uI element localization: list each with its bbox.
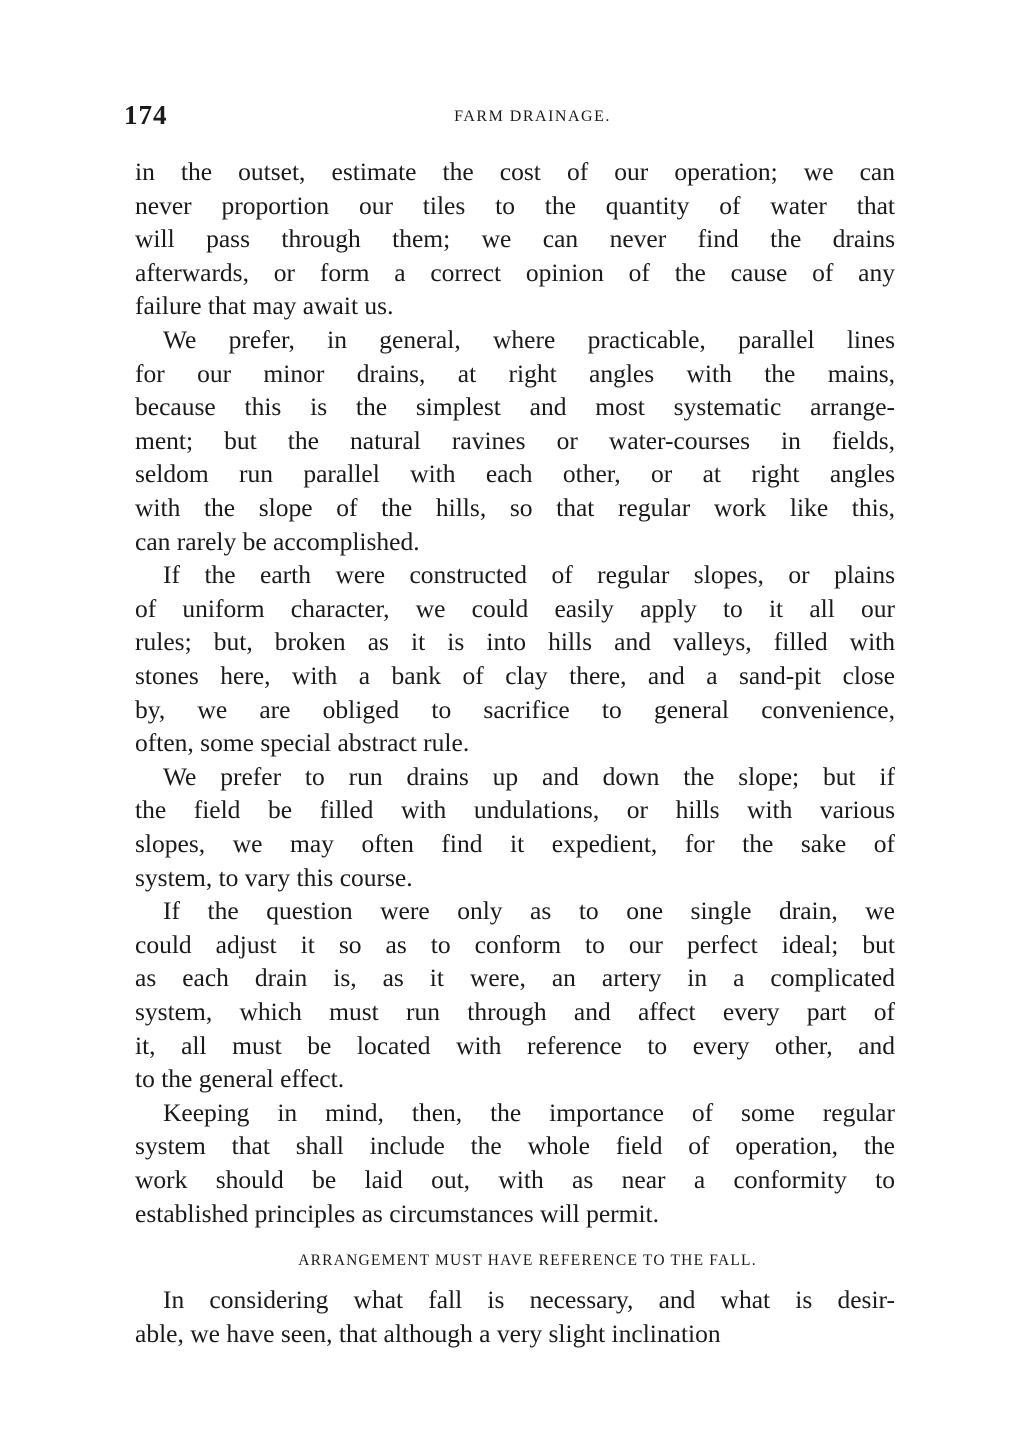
text-line: never proportion our tiles to the quantity of water that	[135, 190, 895, 220]
text-line: seldom run parallel with each other, or at right angles	[135, 459, 895, 489]
text-line: with the slope of the hills, so that regular work like this,	[135, 493, 895, 522]
text-line: can rarely be accomplished.	[135, 526, 420, 556]
text-line: will pass through them; we can never find the drains	[135, 224, 895, 254]
text-line: by, we are obliged to sacrifice to general convenience,	[135, 694, 895, 724]
text-line: We prefer, in general, where practicable, parallel lines	[163, 325, 895, 354]
text-line: established principles as circumstances will permit.	[135, 1198, 660, 1228]
text-line: as each drain is, as it were, an artery in a complicated	[135, 963, 895, 993]
text-line: to the general effect.	[135, 1064, 345, 1094]
text-line: could adjust it so as to conform to our perfect ideal; but	[135, 929, 895, 959]
text-line: In considering what fall is necessary, and what is desir-	[163, 1285, 895, 1314]
text-line: rules; but, broken as it is into hills and valleys, filled with	[135, 627, 895, 657]
text-line: Keeping in mind, then, the importance of some regular	[163, 1097, 895, 1127]
running-title: FARM DRAINAGE.	[454, 108, 611, 125]
text-line: for our minor drains, at right angles with the mains,	[135, 358, 895, 388]
page-number: 174	[124, 100, 168, 130]
text-line: slopes, we may often find it expedient, for the sake of	[135, 829, 895, 858]
text-line: stones here, with a bank of clay there, and a sand-pit close	[135, 661, 895, 690]
text-line: it, all must be located with reference to every other, and	[135, 1030, 895, 1060]
text-line: failure that may await us.	[135, 291, 394, 321]
text-line: If the earth were constructed of regular slopes, or plains	[163, 560, 895, 590]
text-line: of uniform character, we could easily apply to it all our	[135, 593, 895, 623]
text-line: the field be filled with undulations, or hills with various	[135, 795, 895, 825]
text-line: able, we have seen, that although a very slight inclination	[135, 1318, 721, 1348]
text-line: system, which must run through and affect every part of	[135, 997, 895, 1026]
text-line: If the question were only as to one single drain, we	[163, 896, 895, 926]
text-line: afterwards, or form a correct opinion of the cause of any	[135, 257, 895, 287]
text-line: system that shall include the whole field of operation, the	[135, 1131, 895, 1161]
text-line: because this is the simplest and most systematic arrange-	[135, 392, 895, 422]
text-line: system, to vary this course.	[135, 862, 413, 892]
text-line: work should be laid out, with as near a conformity to	[135, 1165, 895, 1194]
section-heading: ARRANGEMENT MUST HAVE REFERENCE TO THE FALL.	[298, 1252, 757, 1269]
text-line: ment; but the natural ravines or water-courses in fields,	[135, 425, 895, 455]
text-line: We prefer to run drains up and down the slope; but if	[163, 761, 895, 791]
text-line: in the outset, estimate the cost of our operation; we can	[135, 157, 895, 186]
text-line: often, some special abstract rule.	[135, 728, 470, 758]
